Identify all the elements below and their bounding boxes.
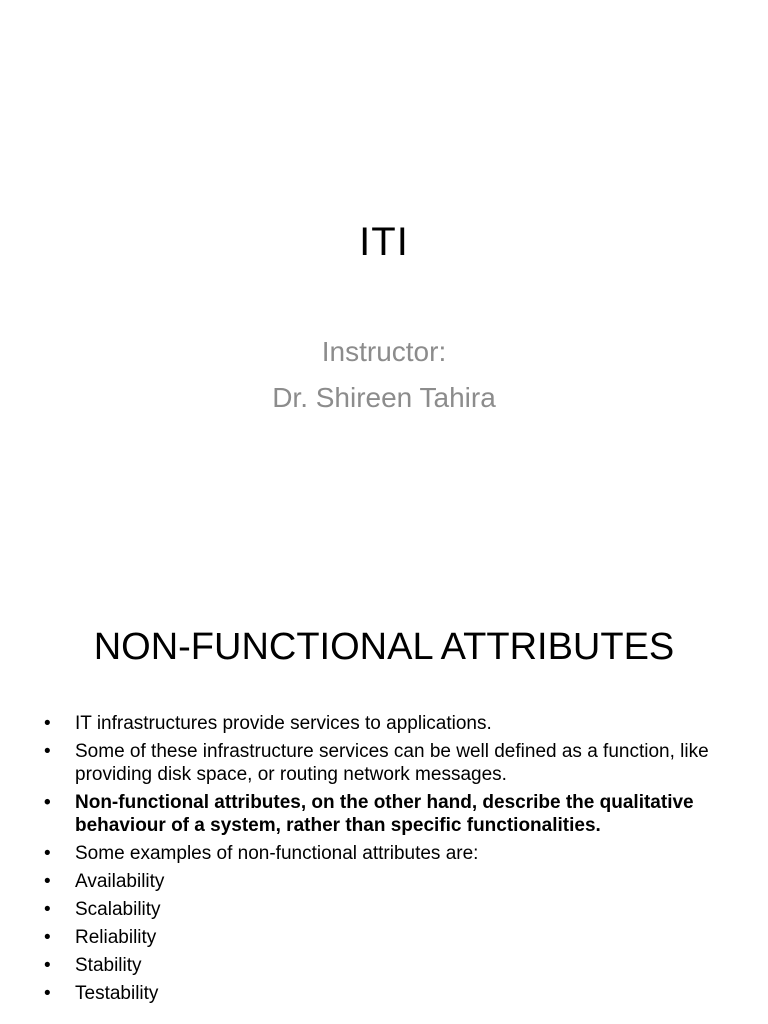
bullet-item <box>44 870 724 893</box>
bullet-dot-icon: • <box>44 741 51 762</box>
bullet-item <box>44 842 724 865</box>
bullet-text: Stability <box>75 955 142 976</box>
bullet-text: IT infrastructures provide services to applications. <box>75 713 492 734</box>
content-slide <box>0 576 768 1024</box>
bullet-text: Availability <box>75 871 165 892</box>
bullet-text: Reliability <box>75 927 157 948</box>
bullet-item <box>44 791 724 837</box>
section-title: NON-FUNCTIONAL ATTRIBUTES <box>93 626 675 668</box>
bullet-dot-icon: • <box>44 927 51 948</box>
bullet-text: Non-functional attributes, on the other hand, describe the qualitative behaviour of a system, rather than specific functionalities. <box>75 792 694 836</box>
bullet-item <box>44 898 724 921</box>
bullet-dot-icon: • <box>44 713 51 734</box>
instructor-name: Dr. Shireen Tahira <box>272 382 496 413</box>
bullet-dot-icon: • <box>44 792 51 813</box>
bullet-dot-icon: • <box>44 899 51 920</box>
bullet-item <box>44 954 724 977</box>
bullet-dot-icon: • <box>44 955 51 976</box>
bullet-item <box>44 740 724 786</box>
bullet-text: Some examples of non-functional attributes are: <box>75 843 479 864</box>
bullet-text: Testability <box>75 983 159 1004</box>
instructor-label: Instructor: <box>321 336 447 367</box>
bullet-list <box>44 712 724 1010</box>
bullet-text: Scalability <box>75 899 161 920</box>
bullet-dot-icon: • <box>44 871 51 892</box>
bullet-item <box>44 982 724 1005</box>
slide-title: ITI <box>359 220 409 264</box>
bullet-dot-icon: • <box>44 843 51 864</box>
bullet-item <box>44 712 724 735</box>
bullet-item <box>44 926 724 949</box>
bullet-text: Some of these infrastructure services can be well defined as a function, like providing disk space, or routing network messages. <box>75 741 709 785</box>
bullet-dot-icon: • <box>44 983 51 1004</box>
